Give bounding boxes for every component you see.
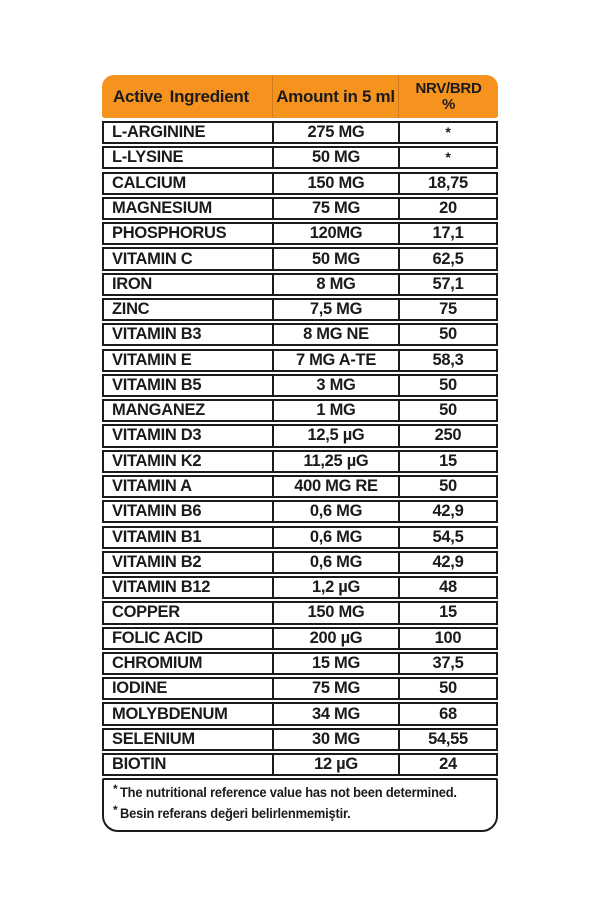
amount-value: 75 MG — [272, 199, 398, 218]
table-row — [102, 601, 498, 624]
table-row — [102, 702, 498, 725]
table-header — [102, 75, 498, 118]
ingredient-name: IRON — [112, 274, 153, 293]
amount-value: 8 MG NE — [272, 325, 398, 344]
table-row — [102, 677, 498, 700]
table-row — [102, 399, 498, 422]
table-row — [102, 298, 498, 321]
amount-value: 3 MG — [272, 376, 398, 395]
amount-value: 150 MG — [272, 174, 398, 193]
nrv-value: 17,1 — [398, 224, 496, 243]
nrv-value: 50 — [398, 376, 496, 395]
nrv-value: * — [398, 123, 496, 142]
asterisk-mark: * — [113, 802, 118, 817]
amount-value: 275 MG — [272, 123, 398, 142]
nrv-value: 42,9 — [398, 502, 496, 521]
ingredient-name: VITAMIN K2 — [112, 451, 202, 470]
ingredient-name: PHOSPHORUS — [112, 224, 227, 243]
table-row — [102, 627, 498, 650]
nrv-value: 50 — [398, 325, 496, 344]
ingredient-name: VITAMIN B12 — [112, 578, 211, 597]
amount-value: 200 µG — [272, 629, 398, 648]
amount-value: 12 µG — [272, 755, 398, 774]
table-row — [102, 121, 498, 144]
footnote-english-text: The nutritional reference value has not been determined. — [119, 784, 457, 801]
table-row — [102, 450, 498, 473]
nrv-value: 48 — [398, 578, 496, 597]
table-row — [102, 576, 498, 599]
amount-value: 8 MG — [272, 275, 398, 294]
table-row — [102, 349, 498, 372]
footnote-english — [113, 783, 487, 804]
table-row — [102, 551, 498, 574]
nrv-value: 50 — [398, 679, 496, 698]
ingredient-name: MAGNESIUM — [112, 198, 212, 217]
table-row — [102, 728, 498, 751]
amount-value: 75 MG — [272, 679, 398, 698]
table-row — [102, 424, 498, 447]
amount-value: 120MG — [272, 224, 398, 243]
table-row — [102, 172, 498, 195]
table-row — [102, 500, 498, 523]
footnotes-box — [102, 778, 498, 832]
table-row — [102, 197, 498, 220]
nrv-value: 62,5 — [398, 249, 496, 268]
header-amount-in-5ml: Amount in 5 ml — [272, 75, 398, 118]
table-row — [102, 652, 498, 675]
header-nrv-brd-line1: NRV/BRD — [415, 79, 482, 97]
amount-value: 50 MG — [272, 249, 398, 268]
table-body — [102, 121, 498, 776]
ingredient-name: VITAMIN D3 — [112, 426, 202, 445]
ingredient-name: MANGANEZ — [112, 401, 205, 420]
ingredient-name: L-LYSINE — [112, 148, 184, 167]
nrv-value: 250 — [398, 426, 496, 445]
ingredient-name: CALCIUM — [112, 173, 186, 192]
table-row — [102, 526, 498, 549]
table-row — [102, 273, 498, 296]
amount-value: 7,5 MG — [272, 300, 398, 319]
ingredient-name: VITAMIN B2 — [112, 552, 202, 571]
ingredient-name: L-ARGININE — [112, 123, 206, 142]
table-row — [102, 475, 498, 498]
amount-value: 0,6 MG — [272, 528, 398, 547]
nrv-value: 54,5 — [398, 528, 496, 547]
ingredient-name: BIOTIN — [112, 755, 167, 774]
table-row — [102, 323, 498, 346]
amount-value: 50 MG — [272, 148, 398, 167]
nutrition-facts-table — [102, 75, 498, 832]
nrv-value: * — [398, 148, 496, 167]
ingredient-name: MOLYBDENUM — [112, 704, 228, 723]
amount-value: 0,6 MG — [272, 502, 398, 521]
nrv-value: 15 — [398, 452, 496, 471]
header-active-ingredient: Active Ingredient — [113, 86, 249, 106]
nrv-value: 68 — [398, 704, 496, 723]
nrv-value: 15 — [398, 603, 496, 622]
nrv-value: 37,5 — [398, 654, 496, 673]
nrv-value: 18,75 — [398, 174, 496, 193]
ingredient-name: COPPER — [112, 603, 180, 622]
footnote-turkish-text: Besin referans değeri belirlenmemiştir. — [119, 804, 351, 821]
ingredient-name: VITAMIN B1 — [112, 527, 202, 546]
table-row — [102, 753, 498, 776]
amount-value: 30 MG — [272, 730, 398, 749]
ingredient-name: ZINC — [112, 300, 150, 319]
nrv-value: 50 — [398, 477, 496, 496]
table-row — [102, 247, 498, 270]
nrv-value: 20 — [398, 199, 496, 218]
ingredient-name: VITAMIN E — [112, 350, 192, 369]
ingredient-name: IODINE — [112, 679, 168, 698]
amount-value: 34 MG — [272, 704, 398, 723]
ingredient-name: VITAMIN B3 — [112, 325, 202, 344]
nrv-value: 57,1 — [398, 275, 496, 294]
amount-value: 400 MG RE — [272, 477, 398, 496]
amount-value: 0,6 MG — [272, 553, 398, 572]
amount-value: 12,5 µG — [272, 426, 398, 445]
asterisk-mark: * — [113, 782, 118, 797]
amount-value: 15 MG — [272, 654, 398, 673]
nrv-value: 58,3 — [398, 351, 496, 370]
amount-value: 1 MG — [272, 401, 398, 420]
ingredient-name: CHROMIUM — [112, 654, 203, 672]
table-row — [102, 374, 498, 397]
ingredient-name: VITAMIN C — [112, 249, 193, 268]
amount-value: 150 MG — [272, 603, 398, 622]
header-nrv-brd — [398, 75, 498, 118]
table-row — [102, 222, 498, 245]
ingredient-name: VITAMIN B6 — [112, 502, 202, 521]
header-nrv-brd-percent: % — [441, 95, 456, 113]
nrv-value: 24 — [398, 755, 496, 774]
nrv-value: 42,9 — [398, 553, 496, 572]
amount-value: 11,25 µG — [272, 452, 398, 471]
ingredient-name: FOLIC ACID — [112, 628, 203, 647]
ingredient-name: VITAMIN A — [112, 477, 192, 496]
nrv-value: 100 — [398, 629, 496, 648]
nrv-value: 54,55 — [398, 730, 496, 749]
amount-value: 7 MG A-TE — [272, 351, 398, 370]
ingredient-name: SELENIUM — [112, 729, 195, 748]
nrv-value: 50 — [398, 401, 496, 420]
nrv-value: 75 — [398, 300, 496, 319]
footnote-turkish — [113, 804, 487, 825]
table-row — [102, 146, 498, 169]
amount-value: 1,2 µG — [272, 578, 398, 597]
ingredient-name: VITAMIN B5 — [112, 375, 202, 394]
